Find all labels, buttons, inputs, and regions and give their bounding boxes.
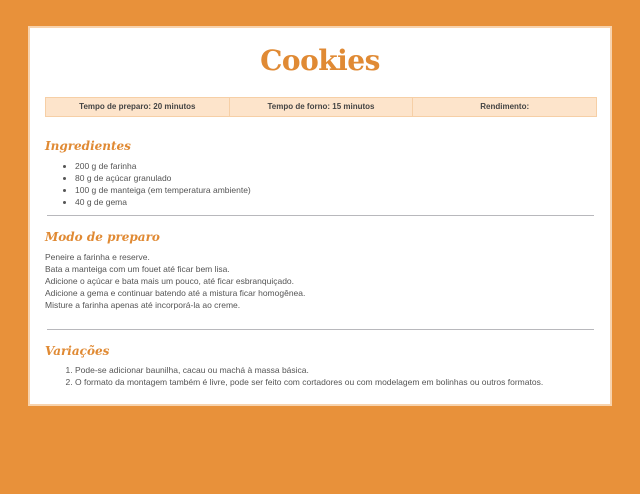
recipe-info-table [45,97,597,117]
method-steps [45,251,305,311]
list-item: • 100 g de manteiga (em temperatura ambiente) [75,184,251,196]
method-heading: Modo de preparo [45,230,160,244]
step: Adicione a gema e continuar batendo até a mistura ficar homogênea. [45,288,306,298]
divider [47,329,594,330]
variations-heading: Variações [45,344,110,358]
page-title: Cookies [260,44,380,77]
ingredients-list [45,160,251,208]
prep-time: Tempo de preparo: 20 minutos [46,98,230,116]
list-item: • 80 g de açúcar granulado [75,172,251,184]
recipe-card [28,26,612,406]
ingredients-heading: Ingredientes [45,139,131,153]
list-item: 2. O formato da montagem também é livre, pode ser feito com cortadores ou com modelagem em bolinhas ou outros formatos. [75,376,543,388]
step: Misture a farinha apenas até incorporá-la ao creme. [45,300,241,310]
list-item: • 200 g de farinha [75,160,251,172]
variations-list [45,364,543,388]
list-item: 1. Pode-se adicionar baunilha, cacau ou machá à massa básica. [75,364,543,376]
divider [47,215,594,216]
step: Adicione o açúcar e bata mais um pouco, até ficar esbranquiçado. [45,276,295,286]
step: Peneire a farinha e reserve. [45,252,150,262]
list-item: • 40 g de gema [75,196,251,208]
yield: Rendimento: [480,102,530,111]
bake-time: Tempo de forno: 15 minutos [230,98,414,116]
step: Bata a manteiga com um fouet até ficar bem lisa. [45,264,230,274]
